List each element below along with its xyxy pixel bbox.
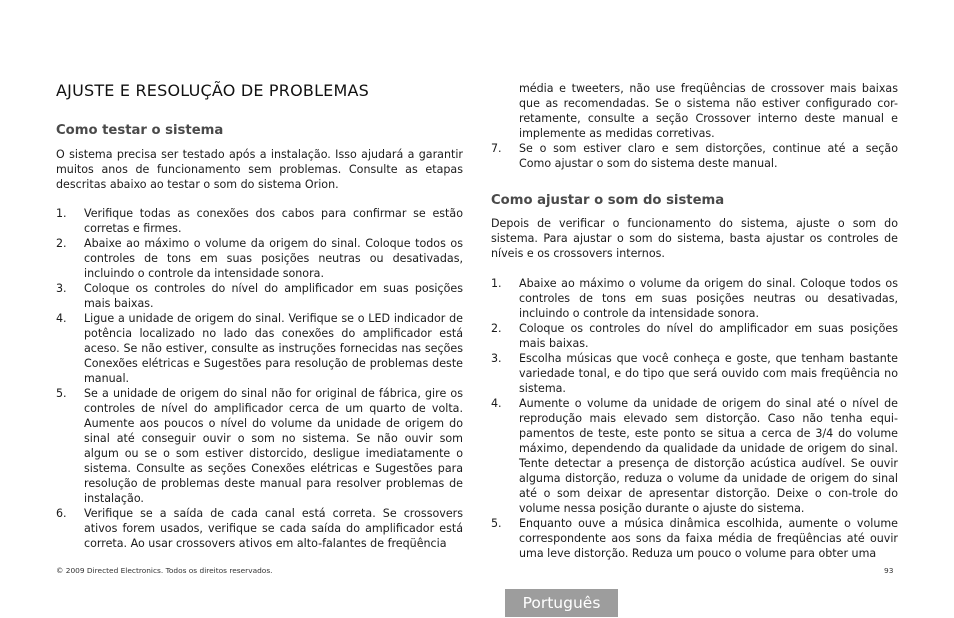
list-item: 5. Enquanto ouve a música dinâmica escolhida, aumente o volume correspondente aos sons da faixa média de freqüências até ouvir uma leve distorção. Reduza um pouco o volume para obter uma bbox=[491, 517, 898, 560]
list-item: 5. Se a unidade de origem do sinal não for original de fábrica, gire os controles de nível do amplificador cerca de um quarto de volta. Aumente aos poucos o nível do volume da unidade de origem do sinal até conseguir ouvir o som no sistema. Se não ouvir som algum ou se o som estiver distorcido, desligue imediatamente o sistema. Consulte as seções Conexões elétricas e Sugestões para resolução de problemas deste manual para resolver problemas de instalação. bbox=[56, 387, 463, 505]
list-item: 1. Abaixe ao máximo o volume da origem do sinal. Coloque todos os controles de tons em suas posições neutras ou desativadas, incluindo o controle da intensidade sonora. bbox=[491, 277, 898, 320]
list-item: 4. Aumente o volume da unidade de origem do sinal até o nível de reprodução mais elevado sem distorção. Caso não tenha equi-pamentos de teste, este ponto se situa a cerca de 3/4 do volume máximo, dependendo da qualidade da unidade de origem do sinal. Tente detectar a presença de distorção acústica audível. Se ouvir alguma distorção, reduza o volume da unidade de origem do sinal até o som deixar de apresentar distorção. Deixe o con-trole do volume nessa posição durante o ajuste do sistema. bbox=[491, 397, 898, 515]
continued-paragraph: média e tweeters, não use freqüências de crossover mais baixas que as recomendadas. Se o sistema não estiver configurado cor-retamente, consulte a seção Crossover interno deste manual e implemente as medidas corretivas. bbox=[519, 82, 898, 140]
list-item: 4. Ligue a unidade de origem do sinal. Verifique se o LED indicador de potência localizado no lado das conexões do amplificador está aceso. Se não estiver, consulte as instruções fornecidas nas seções Conexões elétricas e Sugestões para resolução de problemas deste manual. bbox=[56, 312, 463, 385]
list-item: 2. Abaixe ao máximo o volume da origem do sinal. Coloque todos os controles de tons em suas posições neutras ou desativadas, incluindo o controle da intensidade sonora. bbox=[56, 237, 463, 280]
test-steps-list-continued bbox=[491, 141, 898, 171]
section-heading-test: Como testar o sistema bbox=[56, 123, 224, 138]
adjust-steps-list bbox=[491, 276, 898, 561]
language-tab: Português bbox=[505, 589, 618, 617]
list-item: 3. Coloque os controles do nível do amplificador em suas posições mais baixas. bbox=[56, 282, 463, 310]
list-item: 6. Verifique se a saída de cada canal está correta. Se crossovers ativos forem usados, verifique se cada saída do amplificador está correta. Ao usar crossovers ativos em alto-falantes de freqüência bbox=[56, 507, 463, 550]
section-heading-adjust: Como ajustar o som do sistema bbox=[491, 193, 725, 208]
copyright-notice: © 2009 Directed Electronics. Todos os direitos reservados. bbox=[56, 566, 273, 575]
list-item: 1. Verifique todas as conexões dos cabos para confirmar se estão corretas e firmes. bbox=[56, 207, 463, 235]
list-item: 2. Coloque os controles do nível do amplificador em suas posições mais baixas. bbox=[491, 322, 898, 350]
page-number: 93 bbox=[884, 566, 894, 575]
test-steps-list bbox=[56, 206, 463, 551]
page-title: AJUSTE E RESOLUÇÃO DE PROBLEMAS bbox=[56, 81, 369, 100]
list-item: 3. Escolha músicas que você conheça e goste, que tenham bastante variedade tonal, e do tipo que será ouvido com mais freqüência no sistema. bbox=[491, 352, 898, 395]
adjust-intro-paragraph: Depois de verificar o funcionamento do sistema, ajuste o som do sistema. Para ajustar o som do sistema, basta ajustar os controles de níveis e os crossovers internos. bbox=[491, 217, 898, 260]
test-intro-paragraph: O sistema precisa ser testado após a instalação. Isso ajudará a garantir muitos anos de funcionamento sem problemas. Consulte as etapas descritas abaixo ao testar o som do sistema Orion. bbox=[56, 148, 463, 191]
list-item: 7. Se o som estiver claro e sem distorções, continue até a seção Como ajustar o som do sistema deste manual. bbox=[491, 142, 898, 170]
